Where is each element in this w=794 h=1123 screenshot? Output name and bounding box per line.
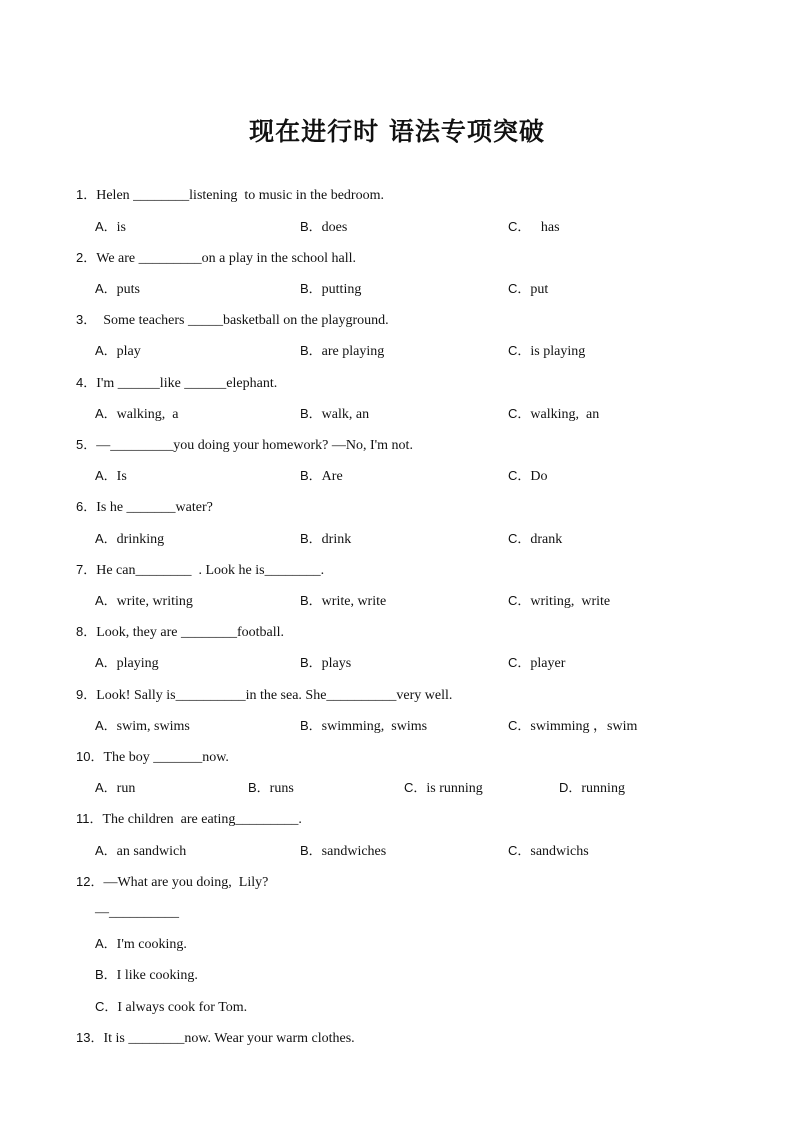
question-number: 9． (76, 687, 97, 702)
option-label: A． (95, 718, 117, 733)
option-text: I always cook for Tom. (117, 1000, 248, 1015)
option-label: C． (508, 655, 531, 670)
option-text: running (581, 781, 625, 796)
option-text: write, write (321, 594, 387, 609)
question-number: 10． (76, 749, 104, 764)
option-label: C． (508, 843, 531, 858)
question-stem (76, 561, 324, 580)
question-number: 2． (76, 250, 97, 265)
answer-option[interactable] (95, 467, 127, 486)
answer-option[interactable] (95, 342, 141, 361)
answer-option[interactable] (95, 717, 190, 736)
answer-option[interactable] (300, 654, 351, 673)
option-text: sandwiches (321, 844, 387, 859)
answer-option[interactable] (95, 779, 135, 798)
option-label: C． (508, 219, 531, 234)
option-text: swim, swims (116, 719, 190, 734)
option-label: B． (300, 593, 322, 608)
answer-option[interactable] (95, 998, 247, 1017)
answer-option[interactable] (300, 530, 351, 549)
option-label: A． (95, 406, 117, 421)
question-text: We are _________on a play in the school hall. (96, 251, 356, 266)
question-number: 3． (76, 312, 97, 327)
option-label: A． (95, 936, 117, 951)
answer-option[interactable] (300, 218, 347, 237)
question-text: He can________ . Look he is________. (96, 563, 325, 578)
option-text: play (116, 344, 141, 359)
question-stem (76, 249, 356, 268)
answer-option[interactable] (508, 280, 548, 299)
option-text: swimming ，swim (530, 719, 638, 734)
answer-option[interactable] (508, 467, 548, 486)
question-number: 12． (76, 874, 104, 889)
option-label: A． (95, 468, 117, 483)
option-text: playing (116, 656, 159, 671)
question-stem (76, 498, 213, 517)
question-number: 5． (76, 437, 97, 452)
answer-option[interactable] (508, 342, 585, 361)
question-number: 6． (76, 499, 97, 514)
option-text: put (530, 282, 549, 297)
answer-option[interactable] (300, 592, 386, 611)
question-number: 7． (76, 562, 97, 577)
option-label: A． (95, 531, 117, 546)
question-number: 11． (76, 811, 103, 826)
answer-option[interactable] (508, 530, 562, 549)
option-text: an sandwich (116, 844, 187, 859)
option-label: A． (95, 843, 117, 858)
answer-option[interactable] (95, 280, 140, 299)
option-label: A． (95, 593, 117, 608)
answer-option[interactable] (508, 842, 589, 861)
answer-option[interactable] (559, 779, 625, 798)
answer-option[interactable] (300, 342, 384, 361)
question-text: The boy _______now. (103, 750, 229, 765)
answer-option[interactable] (248, 779, 294, 798)
option-label: C． (508, 281, 531, 296)
question-stem (76, 436, 413, 455)
answer-option[interactable] (95, 654, 159, 673)
question-number: 4． (76, 375, 97, 390)
option-label: B． (300, 281, 322, 296)
option-label: C． (508, 406, 531, 421)
option-label: C． (508, 718, 531, 733)
option-text: run (116, 781, 136, 796)
option-label: B． (300, 718, 322, 733)
option-text: Do (530, 469, 548, 484)
answer-option[interactable] (95, 218, 126, 237)
question-text: Helen ________listening to music in the bedroom. (96, 188, 384, 203)
question-number: 8． (76, 624, 97, 639)
option-label: A． (95, 219, 117, 234)
option-label: C． (508, 593, 531, 608)
answer-option[interactable] (95, 530, 164, 549)
answer-option[interactable] (300, 467, 343, 486)
answer-line: —__________ (95, 905, 179, 920)
question-text: Look, they are ________football. (96, 625, 285, 640)
option-text: is playing (530, 344, 586, 359)
option-label: C． (508, 468, 531, 483)
answer-option[interactable] (95, 842, 186, 861)
answer-option[interactable] (300, 405, 369, 424)
option-text: Are (321, 469, 343, 484)
question-number: 1． (76, 187, 97, 202)
question-number: 13． (76, 1030, 104, 1045)
option-text: writing, write (530, 594, 611, 609)
question-text: Some teachers _____basketball on the playground. (96, 313, 389, 328)
question-stem (76, 686, 452, 705)
question-text: Look! Sally is__________in the sea. She__________very well. (96, 688, 453, 703)
question-stem (76, 186, 384, 205)
answer-option[interactable] (95, 966, 198, 985)
answer-option[interactable] (95, 405, 179, 424)
option-text: puts (116, 282, 141, 297)
option-text: has (530, 220, 560, 235)
answer-option[interactable] (300, 842, 386, 861)
question-text: —What are you doing, Lily? (103, 875, 269, 890)
answer-option[interactable] (95, 592, 193, 611)
option-label: C． (508, 531, 531, 546)
option-label: B． (300, 343, 322, 358)
answer-option[interactable] (300, 280, 361, 299)
option-label: C． (508, 343, 531, 358)
option-text: are playing (321, 344, 385, 359)
option-text: is (116, 220, 127, 235)
question-stem (76, 1029, 355, 1048)
option-text: write, writing (116, 594, 193, 609)
question-stem (76, 873, 268, 892)
option-text: does (321, 220, 348, 235)
option-text: walking, an (530, 407, 600, 422)
question-stem (76, 623, 284, 642)
option-label: B． (248, 780, 270, 795)
option-label: A． (95, 780, 117, 795)
option-label: B． (300, 655, 322, 670)
option-text: I'm cooking. (116, 937, 187, 952)
option-text: runs (269, 781, 294, 796)
option-label: C． (95, 999, 118, 1014)
answer-option[interactable] (508, 654, 565, 673)
option-text: drinking (116, 532, 165, 547)
option-label: B． (300, 843, 322, 858)
question-text: It is ________now. Wear your warm clothes. (103, 1031, 355, 1046)
option-text: walk, an (321, 407, 370, 422)
option-label: B． (300, 531, 322, 546)
option-label: B． (300, 468, 322, 483)
question-text: The children are eating_________. (102, 812, 302, 827)
question-text: I'm ______like ______elephant. (96, 376, 278, 391)
question-stem (76, 311, 389, 330)
answer-option[interactable] (508, 218, 560, 237)
option-text: is running (426, 781, 483, 796)
option-label: D． (559, 780, 582, 795)
option-text: sandwichs (530, 844, 589, 859)
option-label: A． (95, 343, 117, 358)
option-label: A． (95, 655, 117, 670)
option-text: putting (321, 282, 362, 297)
question-stem (76, 374, 277, 393)
answer-option[interactable] (508, 592, 610, 611)
option-label: C． (404, 780, 427, 795)
option-text: I like cooking. (116, 968, 198, 983)
option-text: Is (116, 469, 127, 484)
question-stem (76, 748, 229, 767)
answer-option[interactable] (508, 717, 637, 736)
option-text: player (530, 656, 566, 671)
option-text: drank (530, 532, 563, 547)
option-label: A． (95, 281, 117, 296)
answer-option[interactable] (508, 405, 599, 424)
option-label: B． (300, 219, 322, 234)
option-text: drink (321, 532, 352, 547)
answer-option[interactable] (95, 935, 187, 954)
page-title: 现在进行时 语法专项突破 (249, 117, 545, 146)
question-text: —_________you doing your homework? —No, I'm not. (96, 438, 413, 453)
answer-option[interactable] (404, 779, 483, 798)
question-stem (76, 810, 302, 829)
question-text: Is he _______water? (96, 500, 213, 515)
option-label: B． (95, 967, 117, 982)
option-label: B． (300, 406, 322, 421)
option-text: swimming, swims (321, 719, 428, 734)
answer-option[interactable] (300, 717, 427, 736)
option-text: plays (321, 656, 352, 671)
option-text: walking, a (116, 407, 179, 422)
